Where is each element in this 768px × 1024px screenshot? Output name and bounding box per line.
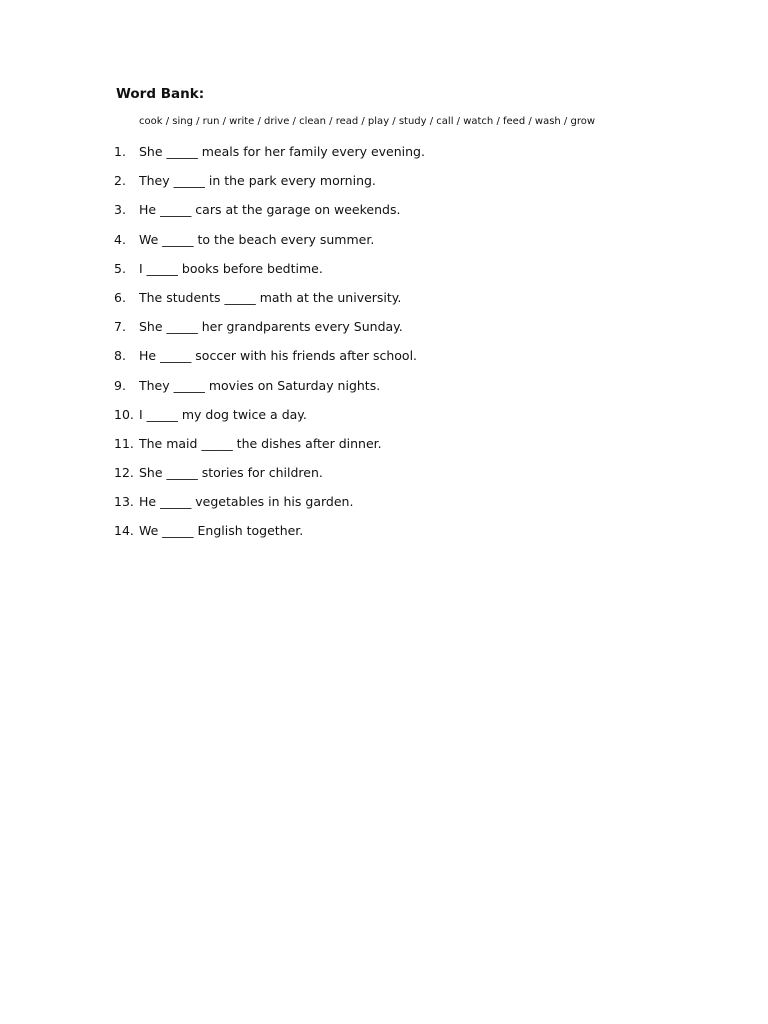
exercise-item bbox=[114, 433, 425, 462]
item-number: 10. bbox=[114, 406, 134, 422]
exercise-item bbox=[114, 462, 425, 491]
item-number: 7. bbox=[114, 319, 126, 335]
item-number: 12. bbox=[114, 465, 134, 481]
exercise-item bbox=[114, 258, 425, 287]
item-sentence: We _____ English together. bbox=[139, 523, 304, 539]
item-sentence: They _____ in the park every morning. bbox=[139, 173, 376, 189]
item-number: 2. bbox=[114, 173, 126, 189]
item-sentence: I _____ books before bedtime. bbox=[139, 260, 323, 276]
item-number: 5. bbox=[114, 260, 126, 276]
exercise-item bbox=[114, 491, 425, 520]
item-sentence: He _____ vegetables in his garden. bbox=[139, 494, 354, 510]
word-bank-list: cook / sing / run / write / drive / clean / read / play / study / call / watch / feed / wash / grow bbox=[139, 116, 596, 127]
exercise-item bbox=[114, 375, 425, 404]
exercise-item bbox=[114, 404, 425, 433]
item-sentence: The students _____ math at the university. bbox=[139, 289, 402, 305]
item-number: 9. bbox=[114, 377, 126, 393]
item-number: 6. bbox=[114, 289, 126, 305]
item-sentence: We _____ to the beach every summer. bbox=[139, 231, 375, 247]
exercise-item bbox=[114, 170, 425, 199]
item-sentence: She _____ her grandparents every Sunday. bbox=[139, 319, 403, 335]
item-number: 4. bbox=[114, 231, 126, 247]
exercise-item bbox=[114, 287, 425, 316]
item-number: 11. bbox=[114, 435, 134, 451]
item-sentence: He _____ cars at the garage on weekends. bbox=[139, 202, 401, 218]
item-sentence: They _____ movies on Saturday nights. bbox=[139, 377, 381, 393]
item-sentence: The maid _____ the dishes after dinner. bbox=[139, 435, 382, 451]
exercise-item bbox=[114, 345, 425, 374]
item-sentence: She _____ stories for children. bbox=[139, 465, 323, 481]
exercise-item bbox=[114, 229, 425, 258]
item-number: 14. bbox=[114, 523, 134, 539]
item-sentence: She _____ meals for her family every evening. bbox=[139, 144, 425, 159]
item-number: 13. bbox=[114, 494, 134, 510]
word-bank-heading: Word Bank: bbox=[116, 86, 205, 102]
exercise-item bbox=[114, 316, 425, 345]
exercise-item bbox=[114, 141, 425, 170]
item-number: 3. bbox=[114, 202, 126, 218]
item-number: 1. bbox=[114, 144, 126, 159]
item-sentence: I _____ my dog twice a day. bbox=[139, 406, 307, 422]
exercise-item bbox=[114, 199, 425, 228]
exercise-list bbox=[114, 141, 425, 550]
exercise-item bbox=[114, 520, 425, 549]
item-number: 8. bbox=[114, 348, 126, 364]
item-sentence: He _____ soccer with his friends after school. bbox=[139, 348, 418, 364]
